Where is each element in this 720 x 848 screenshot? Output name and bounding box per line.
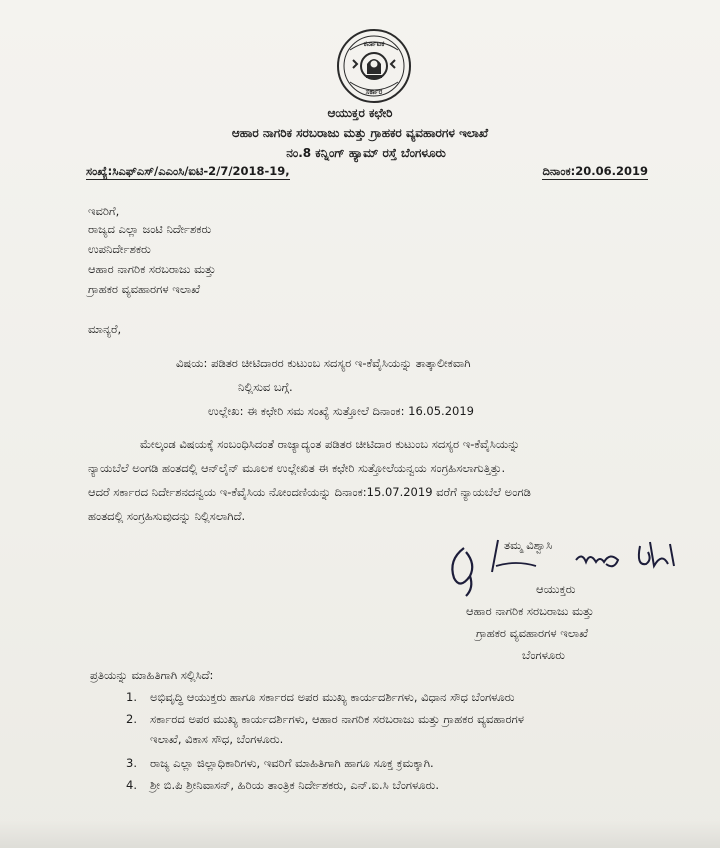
department-title: ಆಹಾರ ನಾಗರಿಕ ಸರಬರಾಜು ಮತ್ತು ಗ್ರಾಹಕರ ವ್ಯವಹಾರಗಳ ಇಲಾಖೆ (231, 126, 489, 140)
salutation: ಮಾನ್ಯರೆ, (88, 322, 122, 336)
body-line: ಹಂತದಲ್ಲಿ ಸಂಗ್ರಹಿಸುವುದನ್ನು ನಿಲ್ಲಿಸಲಾಗಿದೆ. (88, 509, 246, 523)
emblem-bottom-text: ಸರ್ಕಾರ (365, 88, 383, 96)
subject-line: ವಿಷಯ: ಪಡಿತರ ಚೀಟಿದಾರರ ಕುಟುಂಬ ಸದಸ್ಯರ ಇ-ಕೆವೈಸಿಯನ್ನು ತಾತ್ಕಾಲೀಕವಾಗಿ (176, 356, 471, 370)
letter-date: ದಿನಾಂಕ:20.06.2019 (542, 164, 648, 178)
office-address: ನಂ.8 ಕನ್ನಿಂಗ್ ಹ್ಯಾಮ್ ರಸ್ತೆ ಬೆಂಗಳೂರು (286, 146, 446, 160)
addressee-line: ಉಪನಿರ್ದೇಶಕರು (88, 242, 151, 256)
body-paragraph (88, 432, 656, 528)
addressee-line: ಆಹಾರ ನಾಗರಿಕ ಸರಬರಾಜು ಮತ್ತು (88, 262, 216, 276)
list-item-number: 3. (126, 756, 137, 770)
addressee-line: ರಾಜ್ಯದ ಎಲ್ಲಾ ಜಂಟಿ ನಿರ್ದೇಶಕರು (88, 222, 212, 236)
signatory-dept: ಆಹಾರ ನಾಗರಿಕ ಸರಬರಾಜು ಮತ್ತು (466, 604, 594, 618)
signatory-city: ಬೆಂಗಳೂರು (522, 648, 565, 662)
list-item-text: ಸರ್ಕಾರದ ಅಪರ ಮುಖ್ಯ ಕಾರ್ಯದರ್ಶಿಗಳು, ಆಹಾರ ನಾಗರಿಕ ಸರಬರಾಜು ಮತ್ತು ಗ್ರಾಹಕರ ವ್ಯವಹಾರಗಳ (150, 712, 525, 726)
page-shadow (0, 820, 720, 848)
addressee-to: ಇವರಿಗೆ, (88, 204, 120, 218)
body-line: ಮೇಲ್ಕಂಡ ವಿಷಯಕ್ಕೆ ಸಂಬಂಧಿಸಿದಂತೆ ರಾಜ್ಯಾದ್ಯಂತ ಪಡಿತರ ಚೀಟಿದಾರ ಕುಟುಂಬ ಸದಸ್ಯರ ಇ-ಕೆವೈಸಿಯನ್ನು (140, 437, 520, 451)
body-line: ಆದರೆ ಸರ್ಕಾರದ ನಿರ್ದೇಶನದನ್ವಯ ಇ-ಕೆವೈಸಿಯ ನೋಂದಣಿಯನ್ನು ದಿನಾಂಕ:15.07.2019 ವರೆಗೆ ನ್ಯಾಯಬೆಲೆ ಅಂಗಡಿ (88, 485, 531, 499)
subject-line: ನಿಲ್ಲಿಸುವ ಬಗ್ಗೆ. (238, 380, 293, 394)
list-item-text: ಶ್ರೀ ಬಿ.ಪಿ ಶ್ರೀನಿವಾಸನ್, ಹಿರಿಯ ತಾಂತ್ರಿಕ ನಿರ್ದೇಶಕರು, ಎನ್.ಐ.ಸಿ ಬೆಂಗಳೂರು. (150, 778, 439, 792)
list-item-number: 4. (126, 778, 137, 792)
body-line: ನ್ಯಾಯಬೆಲೆ ಅಂಗಡಿ ಹಂತದಲ್ಲಿ ಆನ್‌ಲೈನ್ ಮೂಲಕ ಉಲ್ಲೇಖಿತ ಈ ಕಛೇರಿ ಸುತ್ತೋಲೆಯನ್ವಯ ಸಂಗ್ರಹಿಸಲಾಗುತ್ತಿತ್ತು. (88, 461, 506, 475)
copy-to-heading: ಪ್ರತಿಯನ್ನು ಮಾಹಿತಿಗಾಗಿ ಸಲ್ಲಿಸಿದೆ: (90, 668, 214, 682)
addressee-line: ಗ್ರಾಹಕರ ವ್ಯವಹಾರಗಳ ಇಲಾಖೆ (88, 282, 201, 296)
emblem-top-text: ಕರ್ನಾಟಕ (363, 40, 385, 48)
list-item-text: ಇಲಾಖೆ, ವಿಕಾಸ ಸೌಧ, ಬೆಂಗಳೂರು. (150, 732, 284, 746)
reference-line (86, 164, 648, 182)
list-item-number: 1. (126, 690, 137, 704)
signature-closing: ತಮ್ಮ ವಿಶ್ವಾಸಿ (504, 538, 553, 552)
reference-number: ಸಂಖ್ಯೆ:ಸಿಎಫ್‌ಎಸ್/ಎಎಂಸಿ/ಐಟಿ-2/7/2018-19, (86, 164, 290, 178)
karnataka-emblem-icon (336, 28, 412, 104)
list-item-text: ಅಭಿವೃದ್ಧಿ ಆಯುಕ್ತರು ಹಾಗೂ ಸರ್ಕಾರದ ಅಪರ ಮುಖ್ಯ ಕಾರ್ಯದರ್ಶಿಗಳು, ವಿಧಾನ ಸೌಧ ಬೆಂಗಳೂರು (150, 690, 515, 704)
list-item-text: ರಾಜ್ಯ ಎಲ್ಲಾ ಜಿಲ್ಲಾಧಿಕಾರಿಗಳು, ಇವರಿಗೆ ಮಾಹಿತಿಗಾಗಿ ಹಾಗೂ ಸೂಕ್ತ ಕ್ರಮಕ್ಕಾಗಿ. (150, 756, 434, 770)
subject-reference: ಉಲ್ಲೇಖ: ಈ ಕಛೇರಿ ಸಮ ಸಂಖ್ಯೆ ಸುತ್ತೋಲೆ ದಿನಾಂಕ: 16.05.2019 (208, 404, 474, 418)
signatory-title: ಆಯುಕ್ತರು (536, 582, 576, 596)
signatory-dept: ಗ್ರಾಹಕರ ವ್ಯವಹಾರಗಳ ಇಲಾಖೆ (476, 626, 589, 640)
office-title: ಆಯುಕ್ತರ ಕಛೇರಿ (327, 106, 393, 120)
list-item-number: 2. (126, 712, 137, 726)
